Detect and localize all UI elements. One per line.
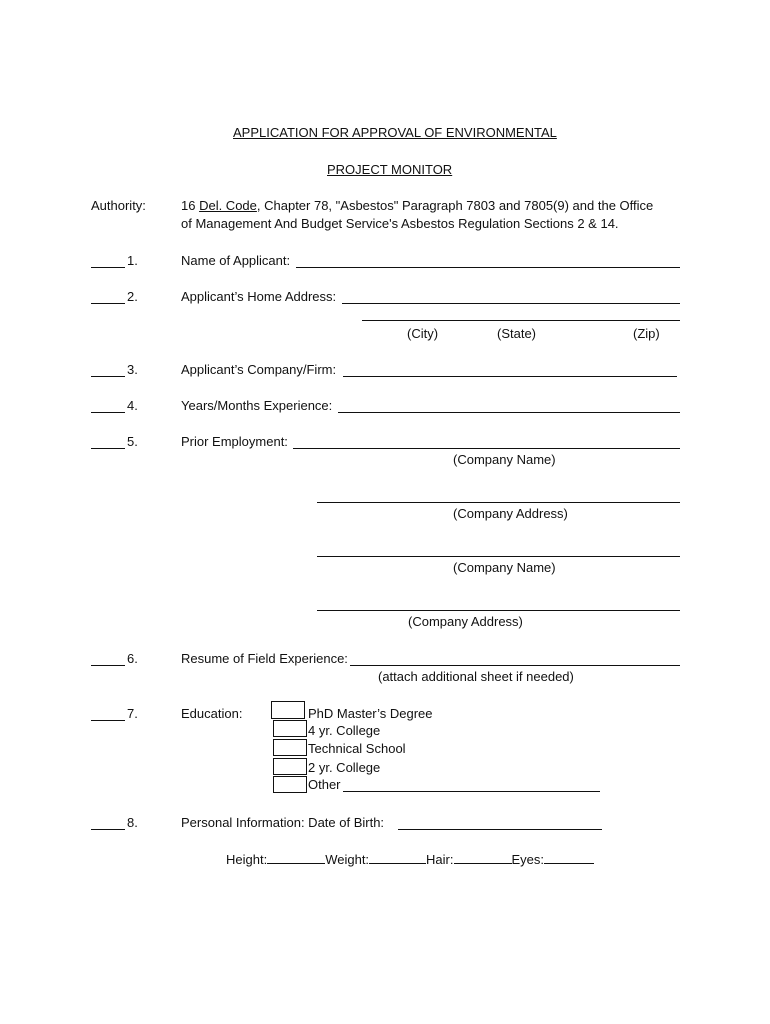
authority-label: Authority: bbox=[91, 198, 146, 213]
item-5-number: 5. bbox=[127, 434, 138, 449]
four-year-college-checkbox[interactable] bbox=[273, 720, 307, 737]
weight-label: Weight: bbox=[325, 852, 370, 867]
prior-employment-label: Prior Employment: bbox=[181, 434, 288, 449]
company-field[interactable] bbox=[343, 376, 677, 377]
prior-company-address-2-field[interactable] bbox=[317, 610, 680, 611]
two-year-college-label: 2 yr. College bbox=[308, 760, 381, 775]
two-year-college-checkbox[interactable] bbox=[273, 758, 307, 775]
technical-school-label: Technical School bbox=[308, 741, 406, 756]
company-address-1-caption: (Company Address) bbox=[453, 506, 568, 521]
item-2-number: 2. bbox=[127, 289, 138, 304]
item-3-initial-line[interactable] bbox=[91, 376, 125, 377]
eyes-field[interactable] bbox=[544, 851, 594, 864]
company-address-2-caption: (Company Address) bbox=[408, 614, 523, 629]
item-6-initial-line[interactable] bbox=[91, 665, 125, 666]
personal-info-label: Personal Information: Date of Birth: bbox=[181, 815, 385, 830]
hair-field[interactable] bbox=[454, 851, 512, 864]
height-label: Height: bbox=[226, 852, 268, 867]
authority-text-line1 bbox=[181, 198, 653, 214]
weight-field[interactable] bbox=[369, 851, 426, 864]
phd-masters-label: PhD Master’s Degree bbox=[308, 706, 433, 721]
other-checkbox[interactable] bbox=[273, 776, 307, 793]
education-label: Education: bbox=[181, 706, 243, 721]
item-7-initial-line[interactable] bbox=[91, 720, 125, 721]
item-8-number: 8. bbox=[127, 815, 138, 830]
experience-label: Years/Months Experience: bbox=[181, 398, 333, 413]
authority-text-pre: 16 bbox=[181, 198, 200, 213]
city-state-zip-field[interactable] bbox=[362, 320, 680, 321]
prior-company-address-1-field[interactable] bbox=[317, 502, 680, 503]
authority-text-post: , Chapter 78, "Asbestos" Paragraph 7803 and 7805(9) and the Office bbox=[256, 198, 654, 213]
applicant-name-label: Name of Applicant: bbox=[181, 253, 291, 268]
item-3-number: 3. bbox=[127, 362, 138, 377]
phd-masters-checkbox[interactable] bbox=[271, 701, 305, 719]
applicant-name-field[interactable] bbox=[296, 267, 680, 268]
eyes-label: Eyes: bbox=[511, 852, 545, 867]
other-label: Other bbox=[308, 777, 341, 792]
item-4-number: 4. bbox=[127, 398, 138, 413]
city-label: (City) bbox=[407, 326, 439, 341]
date-of-birth-field[interactable] bbox=[398, 829, 602, 830]
state-label: (State) bbox=[497, 326, 537, 341]
resume-field[interactable] bbox=[350, 665, 680, 666]
resume-label: Resume of Field Experience: bbox=[181, 651, 348, 666]
prior-company-name-2-field[interactable] bbox=[317, 556, 680, 557]
item-5-initial-line[interactable] bbox=[91, 448, 125, 449]
zip-label: (Zip) bbox=[633, 326, 660, 341]
item-8-initial-line[interactable] bbox=[91, 829, 125, 830]
item-4-initial-line[interactable] bbox=[91, 412, 125, 413]
company-label: Applicant’s Company/Firm: bbox=[181, 362, 337, 377]
company-name-1-caption: (Company Name) bbox=[453, 452, 556, 467]
physical-info-row bbox=[226, 851, 594, 868]
item-2-initial-line[interactable] bbox=[91, 303, 125, 304]
height-field[interactable] bbox=[267, 851, 325, 864]
form-title-line2: PROJECT MONITOR bbox=[327, 162, 453, 177]
company-name-2-caption: (Company Name) bbox=[453, 560, 556, 575]
item-1-initial-line[interactable] bbox=[91, 267, 125, 268]
technical-school-checkbox[interactable] bbox=[273, 739, 307, 756]
four-year-college-label: 4 yr. College bbox=[308, 723, 381, 738]
prior-company-name-1-field[interactable] bbox=[293, 448, 680, 449]
hair-label: Hair: bbox=[426, 852, 454, 867]
experience-field[interactable] bbox=[338, 412, 680, 413]
other-education-field[interactable] bbox=[343, 791, 600, 792]
home-address-label: Applicant’s Home Address: bbox=[181, 289, 337, 304]
authority-code-ref: Del. Code bbox=[199, 198, 257, 213]
authority-text-line2: of Management And Budget Service's Asbestos Regulation Sections 2 & 14. bbox=[181, 216, 619, 231]
home-address-field[interactable] bbox=[342, 303, 680, 304]
form-title-line1: APPLICATION FOR APPROVAL OF ENVIRONMENTAL bbox=[233, 125, 557, 140]
item-1-number: 1. bbox=[127, 253, 138, 268]
item-6-number: 6. bbox=[127, 651, 138, 666]
item-7-number: 7. bbox=[127, 706, 138, 721]
attach-note: (attach additional sheet if needed) bbox=[378, 669, 574, 684]
